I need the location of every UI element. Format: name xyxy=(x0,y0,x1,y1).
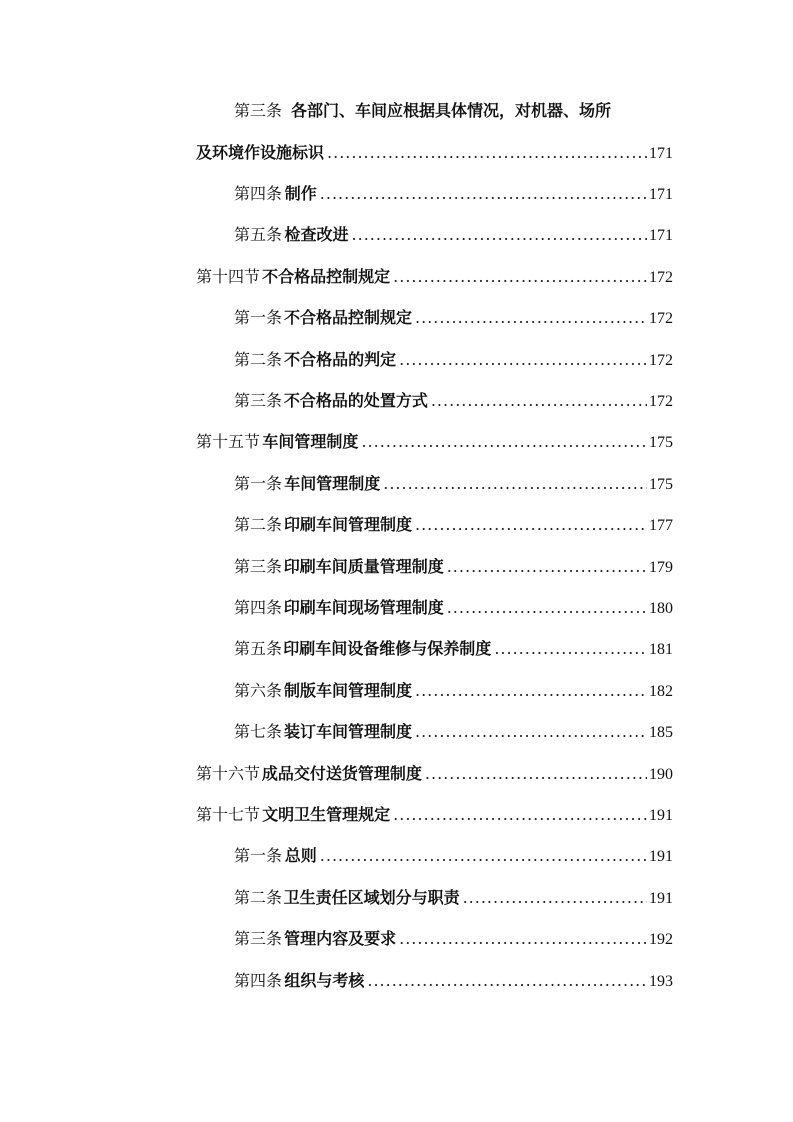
dot-leader xyxy=(415,303,647,333)
toc-entry-page: 172 xyxy=(649,268,673,286)
toc-entry-title: 不合格品的判定 xyxy=(284,349,397,369)
toc-entry-page: 177 xyxy=(649,517,673,535)
toc-entry-number: 第三条 xyxy=(234,101,283,120)
toc-entry-page: 171 xyxy=(649,227,673,245)
toc-entry-title: 车间管理制度 xyxy=(262,432,359,452)
toc-entry-title: 制作 xyxy=(284,184,317,203)
toc-article-entry[interactable] xyxy=(234,841,673,871)
toc-entry-number: 第四条 xyxy=(234,970,283,990)
dot-leader xyxy=(383,469,647,499)
dot-leader xyxy=(463,883,647,913)
toc-article-entry[interactable] xyxy=(234,924,673,954)
toc-entry-page: 182 xyxy=(649,682,673,700)
toc-entry-page: 175 xyxy=(649,434,673,452)
toc-entry-number: 第十七节 xyxy=(196,805,261,824)
toc-entry-page: 180 xyxy=(649,600,673,617)
dot-leader xyxy=(399,345,647,375)
toc-entry-title: 不合格品的处置方式 xyxy=(283,391,428,410)
toc-entry-title: 制版车间管理制度 xyxy=(283,680,412,700)
toc-entry-number: 第三条 xyxy=(234,391,283,410)
dot-leader xyxy=(415,717,647,747)
toc-article-entry[interactable] xyxy=(234,676,673,706)
toc-entry-number: 第六条 xyxy=(234,680,283,700)
toc-entry-title: 成品交付送货管理制度 xyxy=(261,763,422,783)
toc-entry-title: 卫生责任区域划分与职责 xyxy=(283,887,460,907)
dot-leader xyxy=(447,593,647,623)
toc-entry-title: 印刷车间质量管理制度 xyxy=(283,556,444,576)
toc-entry-page: 192 xyxy=(649,931,673,949)
toc-entry-page: 190 xyxy=(649,765,673,783)
toc-entry-first-line1[interactable] xyxy=(234,96,673,126)
toc-entry-title: 组织与考核 xyxy=(284,970,365,990)
toc-article-entry[interactable] xyxy=(234,552,673,582)
toc-article-entry[interactable] xyxy=(234,220,673,250)
toc-entry-number: 第三条 xyxy=(234,929,283,949)
toc-entry-title: 印刷车间设备维修与保养制度 xyxy=(283,639,492,659)
toc-entry-first-line2[interactable] xyxy=(196,138,673,168)
toc-entry-number: 第四条 xyxy=(234,598,283,617)
toc-entry-number: 第十六节 xyxy=(196,763,261,783)
toc-article-entry[interactable] xyxy=(234,966,673,996)
toc-article-entry[interactable] xyxy=(234,179,673,209)
toc-article-entry[interactable] xyxy=(234,634,673,664)
toc-entry-number: 第五条 xyxy=(234,225,283,245)
dot-leader xyxy=(415,510,647,540)
toc-entry-page: 172 xyxy=(649,351,673,369)
dot-leader xyxy=(352,220,647,250)
toc-section-entry[interactable] xyxy=(196,427,673,457)
toc-article-entry[interactable] xyxy=(234,345,673,375)
toc-entry-title: 检查改进 xyxy=(284,225,349,245)
dot-leader xyxy=(393,262,647,292)
toc-entry-number: 第三条 xyxy=(234,556,283,576)
dot-leader xyxy=(399,924,647,954)
toc-entry-number: 第五条 xyxy=(234,639,283,659)
toc-entry-page: 191 xyxy=(649,807,673,824)
toc-article-entry[interactable] xyxy=(234,303,673,333)
toc-entry-title: 装订车间管理制度 xyxy=(283,722,412,742)
toc-entry-number: 第一条 xyxy=(234,846,283,866)
toc-section-entry[interactable] xyxy=(196,800,673,830)
toc-entry-page: 172 xyxy=(649,310,673,328)
toc-article-entry[interactable] xyxy=(234,593,673,623)
toc-entry-title: 不合格品控制规定 xyxy=(262,266,391,286)
toc-section-entry[interactable] xyxy=(196,262,673,292)
toc-entry-number: 第四条 xyxy=(234,184,283,203)
toc-entry-number: 第一条 xyxy=(234,473,283,493)
toc-entry-page: 172 xyxy=(649,393,673,410)
toc-entry-number: 第二条 xyxy=(234,515,283,535)
toc-entry-title: 印刷车间管理制度 xyxy=(283,515,412,535)
toc-entry-title: 不合格品控制规定 xyxy=(283,308,412,328)
toc-entry-title: 管理内容及要求 xyxy=(284,929,397,949)
toc-article-entry[interactable] xyxy=(234,469,673,499)
toc-entry-page: 179 xyxy=(649,558,673,576)
toc-section-entry[interactable] xyxy=(196,759,673,789)
dot-leader xyxy=(447,552,647,582)
dot-leader xyxy=(431,386,647,416)
toc-entry-title-continued: 及环境作设施标识 xyxy=(196,143,325,162)
dot-leader xyxy=(320,179,647,209)
toc-entry-number: 第十五节 xyxy=(196,432,261,452)
dot-leader xyxy=(393,800,647,830)
dot-leader xyxy=(425,759,647,789)
dot-leader xyxy=(320,841,647,871)
toc-entry-number: 第七条 xyxy=(234,722,283,742)
toc-entry-title: 各部门、车间应根据具体情况，对机器、场所 xyxy=(291,101,612,120)
dot-leader xyxy=(361,427,647,457)
toc-entry-title: 总则 xyxy=(284,846,317,866)
toc-entry-page: 175 xyxy=(649,475,673,493)
toc-entry-page: 171 xyxy=(649,145,673,162)
toc-article-entry[interactable] xyxy=(234,883,673,913)
toc-entry-title: 文明卫生管理规定 xyxy=(262,805,391,824)
toc-entry-page: 193 xyxy=(649,972,673,990)
toc-entry-number: 第二条 xyxy=(234,887,283,907)
toc-entry-number: 第二条 xyxy=(234,349,283,369)
toc-article-entry[interactable] xyxy=(234,717,673,747)
toc-article-entry[interactable] xyxy=(234,510,673,540)
toc-entry-page: 191 xyxy=(649,889,673,907)
toc-entry-title: 车间管理制度 xyxy=(284,473,381,493)
toc-entry-page: 185 xyxy=(649,724,673,742)
toc-entry-title: 印刷车间现场管理制度 xyxy=(283,598,444,617)
toc-entry-page: 191 xyxy=(649,848,673,866)
toc-entry-number: 第一条 xyxy=(234,308,283,328)
toc-entry-page: 181 xyxy=(649,641,673,659)
dot-leader xyxy=(327,138,647,168)
toc-entry-page: 171 xyxy=(649,186,673,203)
toc-article-entry[interactable] xyxy=(234,386,673,416)
toc-entry-number: 第十四节 xyxy=(196,266,261,286)
dot-leader xyxy=(494,634,647,664)
dot-leader xyxy=(415,676,647,706)
dot-leader xyxy=(367,966,647,996)
